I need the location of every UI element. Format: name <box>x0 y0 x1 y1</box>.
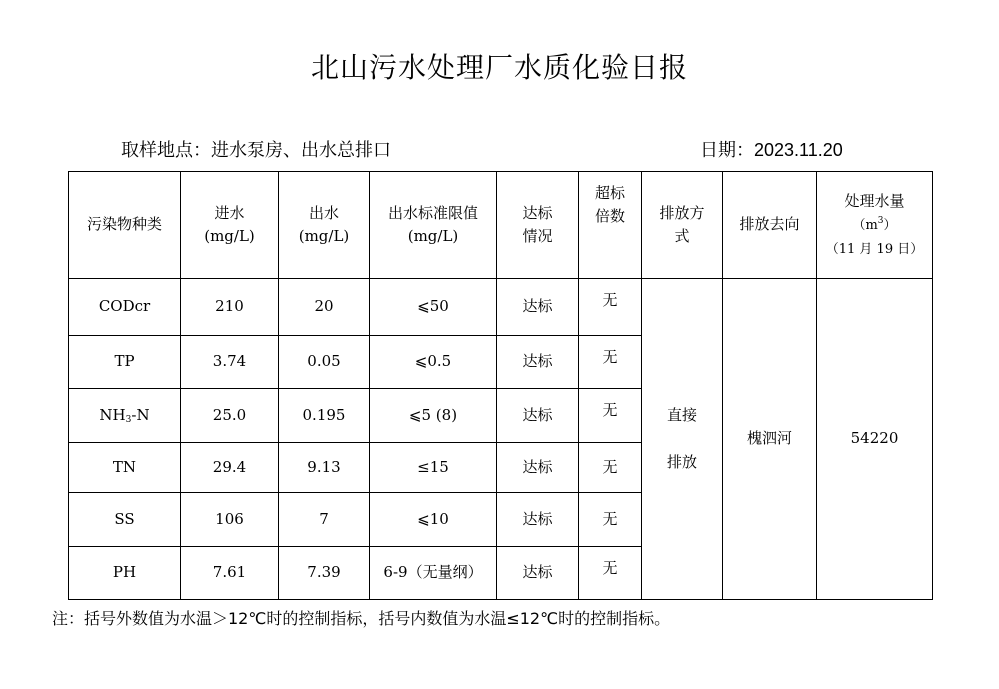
col-exceed-line1: 超标 <box>594 184 625 202</box>
col-volume-date: （11 月 19 日） <box>825 241 924 257</box>
inflow-cell: 210 <box>181 279 279 336</box>
destination-cell: 槐泗河 <box>723 279 817 600</box>
outflow-cell: 7.39 <box>279 547 370 600</box>
inflow-cell: 7.61 <box>181 547 279 600</box>
col-inflow-unit: (mg/L) <box>204 227 255 245</box>
col-compliance-line1: 达标 <box>522 203 553 222</box>
exceed-cell: 无 <box>579 443 642 493</box>
water-quality-table <box>68 171 933 600</box>
exceed-cell: 无 <box>579 279 642 336</box>
pollutant-main: NH <box>99 405 126 424</box>
exceed-cell: 无 <box>579 493 642 547</box>
col-discharge-mode-line2: 式 <box>674 227 690 245</box>
col-exceed <box>579 172 642 279</box>
pollutant-tail: -N <box>131 405 150 424</box>
discharge-mode-line1: 直接 <box>666 406 697 425</box>
pollutant-cell: PH <box>69 547 181 600</box>
limit-cell: ⩽50 <box>370 279 497 336</box>
outflow-cell: 0.05 <box>279 336 370 389</box>
pollutant-cell: TP <box>69 336 181 389</box>
col-volume <box>817 172 933 279</box>
date-label: 日期： <box>700 140 754 161</box>
volume-unit-open: （m <box>852 218 878 234</box>
limit-cell: ⩽10 <box>370 493 497 547</box>
table-row <box>69 279 933 336</box>
col-limit-unit: (mg/L) <box>407 227 459 245</box>
date-value: 2023.11.20 <box>754 140 843 160</box>
col-inflow <box>181 172 279 279</box>
col-outflow-label: 出水 <box>308 203 339 222</box>
pollutant-cell: TN <box>69 443 181 493</box>
discharge-mode-cell <box>642 279 723 600</box>
outflow-cell: 9.13 <box>279 443 370 493</box>
footnote: 注：括号外数值为水温＞12℃时的控制指标，括号内数值为水温≤12℃时的控制指标。 <box>52 609 671 628</box>
exceed-cell: 无 <box>579 389 642 443</box>
inflow-cell: 106 <box>181 493 279 547</box>
limit-cell: ≤15 <box>370 443 497 493</box>
status-cell: 达标 <box>497 547 579 600</box>
volume-unit-sup: 3 <box>877 216 884 227</box>
limit-cell: 6-9（无量纲） <box>370 547 497 600</box>
volume-unit-close: ） <box>883 218 897 234</box>
outflow-cell: 0.195 <box>279 389 370 443</box>
limit-cell: ⩽5 (8) <box>370 389 497 443</box>
discharge-mode-line2: 排放 <box>666 452 697 471</box>
col-compliance <box>497 172 579 279</box>
col-outflow-unit: (mg/L) <box>298 227 350 245</box>
outflow-cell: 7 <box>279 493 370 547</box>
inflow-cell: 25.0 <box>181 389 279 443</box>
pollutant-cell: CODcr <box>69 279 181 336</box>
volume-cell: 54220 <box>817 279 933 600</box>
header-row <box>69 172 933 279</box>
exceed-cell: 无 <box>579 336 642 389</box>
limit-cell: ⩽0.5 <box>370 336 497 389</box>
col-limit-label: 出水标准限值 <box>387 203 478 222</box>
inflow-cell: 29.4 <box>181 443 279 493</box>
col-exceed-line2: 倍数 <box>594 207 625 226</box>
inflow-cell: 3.74 <box>181 336 279 389</box>
col-volume-unit <box>852 218 896 233</box>
col-volume-label: 处理水量 <box>844 192 905 211</box>
col-destination: 排放去向 <box>723 172 817 279</box>
status-cell: 达标 <box>497 336 579 389</box>
col-compliance-line2: 情况 <box>522 227 553 245</box>
status-cell: 达标 <box>497 493 579 547</box>
col-inflow-label: 进水 <box>214 203 245 222</box>
status-cell: 达标 <box>497 279 579 336</box>
sampling-site: 取样地点：进水泵房、出水总排口 <box>121 140 391 161</box>
pollutant-cell <box>69 389 181 443</box>
report-date <box>700 136 843 162</box>
outflow-cell: 20 <box>279 279 370 336</box>
col-discharge-mode <box>642 172 723 279</box>
col-discharge-mode-line1: 排放方 <box>659 203 705 222</box>
exceed-cell: 无 <box>579 547 642 600</box>
status-cell: 达标 <box>497 389 579 443</box>
pollutant-sub: 3 <box>125 414 132 425</box>
col-limit <box>370 172 497 279</box>
pollutant-cell: SS <box>69 493 181 547</box>
col-pollutant: 污染物种类 <box>69 172 181 279</box>
report-title: 北山污水处理厂水质化验日报 <box>310 51 688 84</box>
col-outflow <box>279 172 370 279</box>
status-cell: 达标 <box>497 443 579 493</box>
